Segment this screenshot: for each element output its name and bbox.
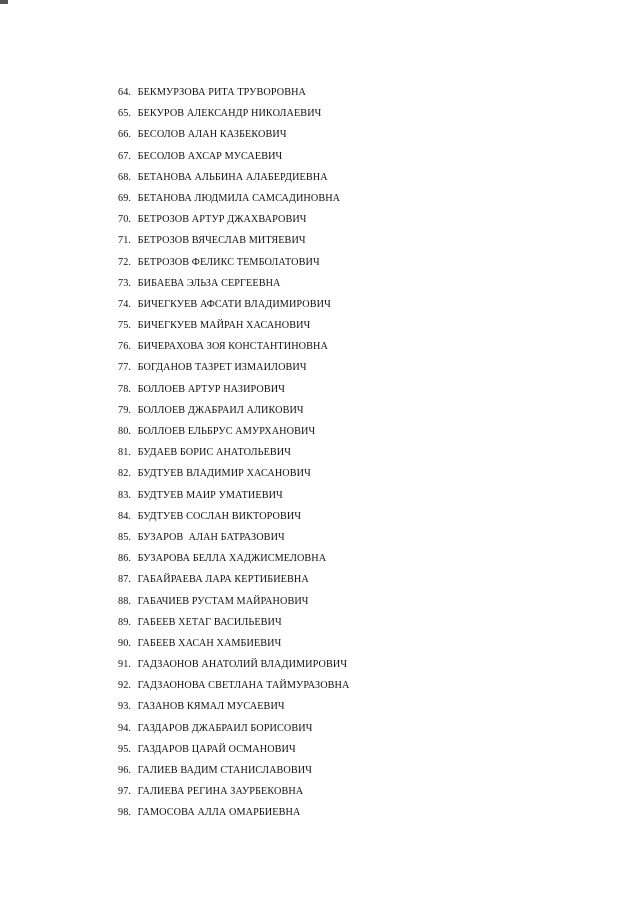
entry-name: БУЗАРОВ АЛАН БАТРАЗОВИЧ — [137, 531, 285, 543]
entry-number: 70. — [118, 214, 132, 226]
entry-number: 91. — [118, 659, 132, 671]
entry-name: БУДТУЕВ МАИР УМАТИЕВИЧ — [137, 489, 283, 501]
entry-name: ГАБАЙРАЕВА ЛАРА КЕРТИБИЕВНА — [137, 574, 309, 586]
entry-number: 78. — [118, 383, 132, 395]
list-item — [118, 636, 349, 657]
list-item — [118, 615, 349, 636]
entry-number: 75. — [118, 320, 132, 332]
list-item — [118, 509, 349, 530]
entry-number: 87. — [118, 574, 132, 586]
entry-number: 98. — [118, 807, 132, 819]
list-item — [118, 297, 349, 318]
entry-name: ГАМОСОВА АЛЛА ОМАРБИЕВНА — [137, 807, 301, 819]
entry-name: БЕСОЛОВ АЛАН КАЗБЕКОВИЧ — [137, 129, 287, 141]
entry-name: ГАЗДАРОВ ЦАРАЙ ОСМАНОВИЧ — [137, 743, 296, 755]
entry-number: 93. — [118, 701, 132, 713]
list-item — [118, 466, 349, 487]
entry-name: БЕТРОЗОВ АРТУР ДЖАХВАРОВИЧ — [137, 214, 307, 226]
list-item — [118, 488, 349, 509]
name-list — [118, 85, 349, 827]
entry-name: БУДТУЕВ СОСЛАН ВИКТОРОВИЧ — [137, 510, 302, 522]
list-item — [118, 572, 349, 593]
entry-name: БОЛЛОЕВ ЕЛЬБРУС АМУРХАНОВИЧ — [137, 426, 316, 437]
entry-number: 95. — [118, 743, 132, 755]
list-item — [118, 424, 349, 445]
entry-number: 92. — [118, 680, 132, 692]
entry-number: 80. — [118, 426, 132, 437]
entry-number: 81. — [118, 447, 132, 459]
list-item — [118, 127, 349, 148]
entry-name: БЕКУРОВ АЛЕКСАНДР НИКОЛАЕВИЧ — [137, 108, 322, 120]
entry-number: 97. — [118, 786, 132, 798]
entry-number: 65. — [118, 108, 132, 120]
entry-number: 72. — [118, 256, 132, 268]
list-item — [118, 699, 349, 720]
list-item — [118, 318, 349, 339]
entry-name: ГАБЕЕВ ХЕТАГ ВАСИЛЬЕВИЧ — [137, 616, 282, 628]
entry-name: ГАБАЧИЕВ РУСТАМ МАЙРАНОВИЧ — [137, 595, 309, 607]
entry-name: ГАДЗАОНОВ АНАТОЛИЙ ВЛАДИМИРОВИЧ — [137, 659, 348, 671]
entry-name: БИБАЕВА ЭЛЬЗА СЕРГЕЕВНА — [137, 277, 281, 289]
entry-number: 86. — [118, 553, 132, 565]
entry-name: БУЗАРОВА БЕЛЛА ХАДЖИСМЕЛОВНА — [137, 553, 327, 565]
entry-name: ГАДЗАОНОВА СВЕТЛАНА ТАЙМУРАЗОВНА — [137, 680, 350, 692]
scan-corner-mark — [0, 0, 8, 4]
list-item — [118, 721, 349, 742]
list-item — [118, 149, 349, 170]
entry-name: ГАЛИЕВ ВАДИМ СТАНИСЛАВОВИЧ — [137, 765, 312, 776]
entry-number: 66. — [118, 129, 132, 141]
list-item — [118, 805, 349, 826]
entry-number: 67. — [118, 150, 132, 162]
entry-number: 64. — [118, 87, 132, 98]
list-item — [118, 742, 349, 763]
list-item — [118, 233, 349, 254]
entry-name: БЕТАНОВА ЛЮДМИЛА САМСАДИНОВНА — [137, 192, 341, 204]
list-item — [118, 657, 349, 678]
entry-number: 88. — [118, 595, 132, 607]
entry-name: БОГДАНОВ ТАЗРЕТ ИЗМАИЛОВИЧ — [137, 362, 307, 374]
entry-name: БЕКМУРЗОВА РИТА ТРУВОРОВНА — [137, 87, 307, 98]
entry-number: 71. — [118, 235, 132, 247]
list-item — [118, 594, 349, 615]
list-item — [118, 551, 349, 572]
entry-name: БОЛЛОЕВ АРТУР НАЗИРОВИЧ — [137, 383, 285, 395]
list-item — [118, 339, 349, 360]
entry-number: 74. — [118, 298, 132, 310]
list-item — [118, 360, 349, 381]
entry-name: БЕТРОЗОВ ВЯЧЕСЛАВ МИТЯЕВИЧ — [137, 235, 306, 247]
entry-name: БУДАЕВ БОРИС АНАТОЛЬЕВИЧ — [137, 447, 291, 459]
entry-name: ГАЛИЕВА РЕГИНА ЗАУРБЕКОВНА — [137, 786, 304, 798]
list-item — [118, 784, 349, 805]
list-item — [118, 170, 349, 191]
list-item — [118, 255, 349, 276]
entry-name: ГАБЕЕВ ХАСАН ХАМБИЕВИЧ — [137, 637, 282, 649]
entry-number: 79. — [118, 404, 132, 416]
entry-number: 83. — [118, 489, 132, 501]
entry-name: ГАЗАНОВ КЯМАЛ МУСАЕВИЧ — [137, 701, 285, 713]
entry-number: 94. — [118, 722, 132, 734]
list-item — [118, 403, 349, 424]
entry-number: 69. — [118, 192, 132, 204]
entry-number: 68. — [118, 171, 132, 183]
entry-name: БОЛЛОЕВ ДЖАБРАИЛ АЛИКОВИЧ — [137, 404, 304, 416]
list-item — [118, 212, 349, 233]
list-item — [118, 445, 349, 466]
list-item — [118, 763, 349, 784]
entry-number: 89. — [118, 616, 132, 628]
entry-name: БИЧЕГКУЕВ АФСАТИ ВЛАДИМИРОВИЧ — [137, 298, 331, 310]
entry-number: 82. — [118, 468, 132, 480]
entry-name: ГАЗДАРОВ ДЖАБРАИЛ БОРИСОВИЧ — [137, 722, 313, 734]
entry-name: БЕТРОЗОВ ФЕЛИКС ТЕМБОЛАТОВИЧ — [137, 256, 320, 268]
entry-number: 85. — [118, 531, 132, 543]
entry-number: 90. — [118, 637, 132, 649]
list-item — [118, 276, 349, 297]
entry-name: БЕСОЛОВ АХСАР МУСАЕВИЧ — [137, 150, 283, 162]
entry-number: 84. — [118, 510, 132, 522]
list-item — [118, 530, 349, 551]
list-item — [118, 106, 349, 127]
entry-name: БИЧЕРАХОВА ЗОЯ КОНСТАНТИНОВНА — [137, 341, 328, 353]
entry-number: 96. — [118, 765, 132, 776]
list-item — [118, 85, 349, 106]
entry-name: БЕТАНОВА АЛЬБИНА АЛАБЕРДИЕВНА — [137, 171, 328, 183]
entry-number: 77. — [118, 362, 132, 374]
entry-name: БИЧЕГКУЕВ МАЙРАН ХАСАНОВИЧ — [137, 320, 311, 332]
list-item — [118, 678, 349, 699]
entry-name: БУДТУЕВ ВЛАДИМИР ХАСАНОВИЧ — [137, 468, 311, 480]
entry-number: 76. — [118, 341, 132, 353]
entry-number: 73. — [118, 277, 132, 289]
list-item — [118, 191, 349, 212]
list-item — [118, 382, 349, 403]
